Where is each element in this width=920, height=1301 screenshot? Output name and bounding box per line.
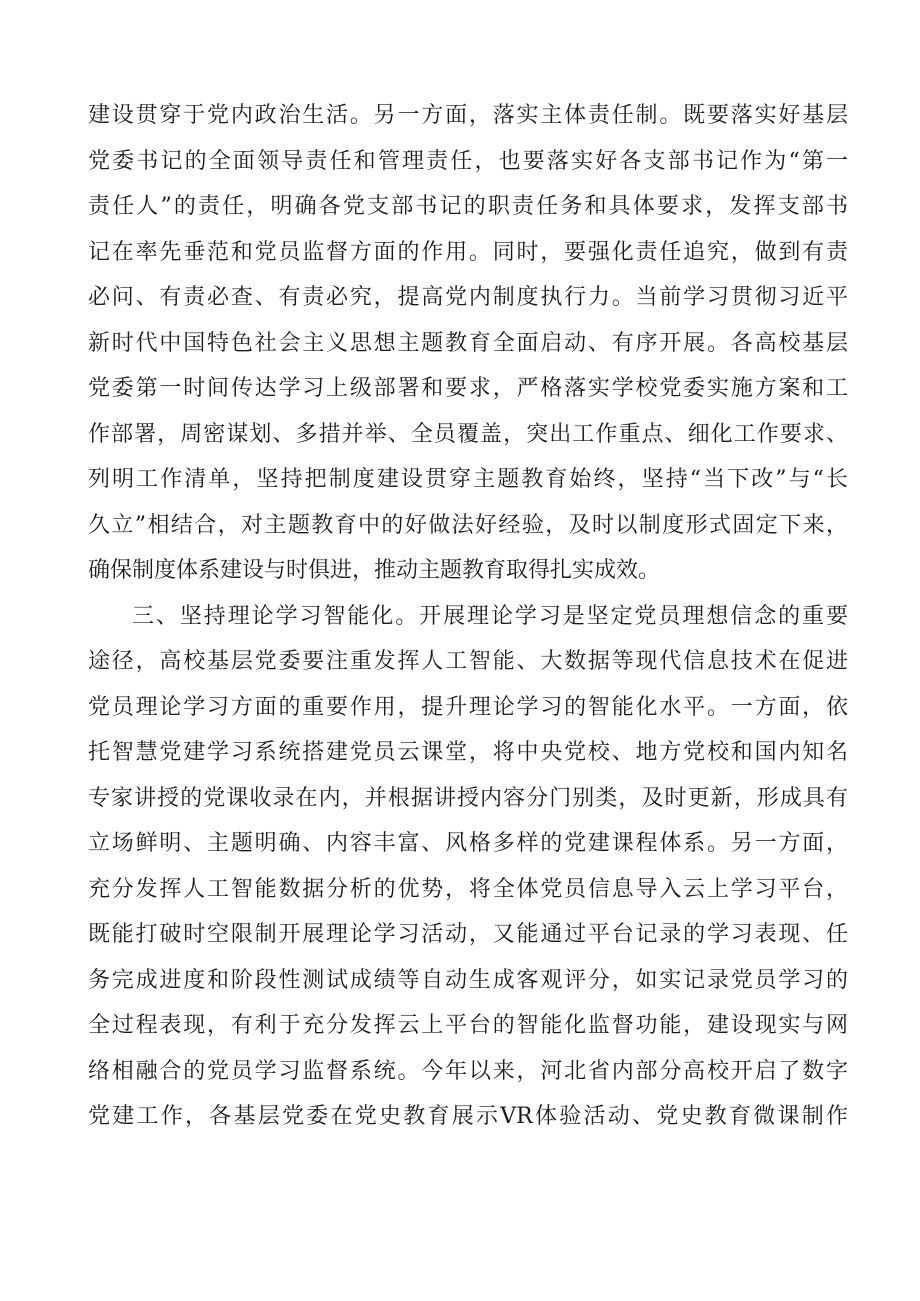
text-line: 既能打破时空限制开展理论学习活动，又能通过平台记录的学习表现、任 (88, 922, 848, 947)
text-line: 全过程表现，有利于充分发挥云上平台的智能化监督功能，建设现实与网 (88, 1013, 848, 1038)
text-line: 党委第一时间传达学习上级部署和要求，严格落实学校党委实施方案和工 (88, 376, 848, 401)
section-heading-line: 三、坚持理论学习智能化。开展理论学习是坚定党员理想信念的重要 (132, 603, 848, 629)
text-line: 列明工作清单，坚持把制度建设贯穿主题教育始终，坚持“当下改”与“长 (88, 467, 848, 492)
text-line: 充分发挥人工智能数据分析的优势，将全体党员信息导入云上学习平台， (88, 876, 848, 902)
text-line: 党建工作，各基层党委在党史教育展示VR体验活动、党史教育微课制作 (88, 1104, 848, 1129)
text-line: 必问、有责必查、有责必究，提高党内制度执行力。当前学习贯彻习近平 (88, 285, 848, 310)
text-line: 党委书记的全面领导责任和管理责任，也要落实好各支部书记作为“第一 (88, 148, 848, 174)
text-line: 务完成进度和阶段性测试成绩等自动生成客观评分，如实记录党员学习的 (88, 967, 848, 993)
text-line: 建设贯穿于党内政治生活。另一方面，落实主体责任制。既要落实好基层 (88, 103, 848, 128)
paragraph-end-line: 确保制度体系建设与时俱进，推动主题教育取得扎实成效。 (88, 558, 661, 583)
text-line: 络相融合的党员学习监督系统。今年以来，河北省内部分高校开启了数字 (88, 1058, 848, 1084)
text-line: 立场鲜明、主题明确、内容丰富、风格多样的党建课程体系。另一方面， (88, 831, 848, 856)
text-line: 党员理论学习方面的重要作用，提升理论学习的智能化水平。一方面，依 (88, 694, 848, 720)
text-line: 作部署，周密谋划、多措并举、全员覆盖，突出工作重点、细化工作要求、 (88, 421, 848, 447)
text-line: 新时代中国特色社会主义思想主题教育全面启动、有序开展。各高校基层 (88, 330, 848, 356)
text-line: 久立”相结合，对主题教育中的好做法好经验，及时以制度形式固定下来， (88, 512, 848, 538)
body-text (88, 93, 848, 1140)
text-line: 专家讲授的党课收录在内，并根据讲授内容分门别类，及时更新，形成具有 (88, 785, 848, 811)
text-line: 托智慧党建学习系统搭建党员云课堂，将中央党校、地方党校和国内知名 (88, 740, 848, 765)
text-line: 记在率先垂范和党员监督方面的作用。同时，要强化责任追究，做到有责 (88, 239, 848, 265)
text-line: 责任人”的责任，明确各党支部书记的职责任务和具体要求，发挥支部书 (88, 194, 848, 219)
text-line: 途径，高校基层党委要注重发挥人工智能、大数据等现代信息技术在促进 (88, 649, 848, 674)
